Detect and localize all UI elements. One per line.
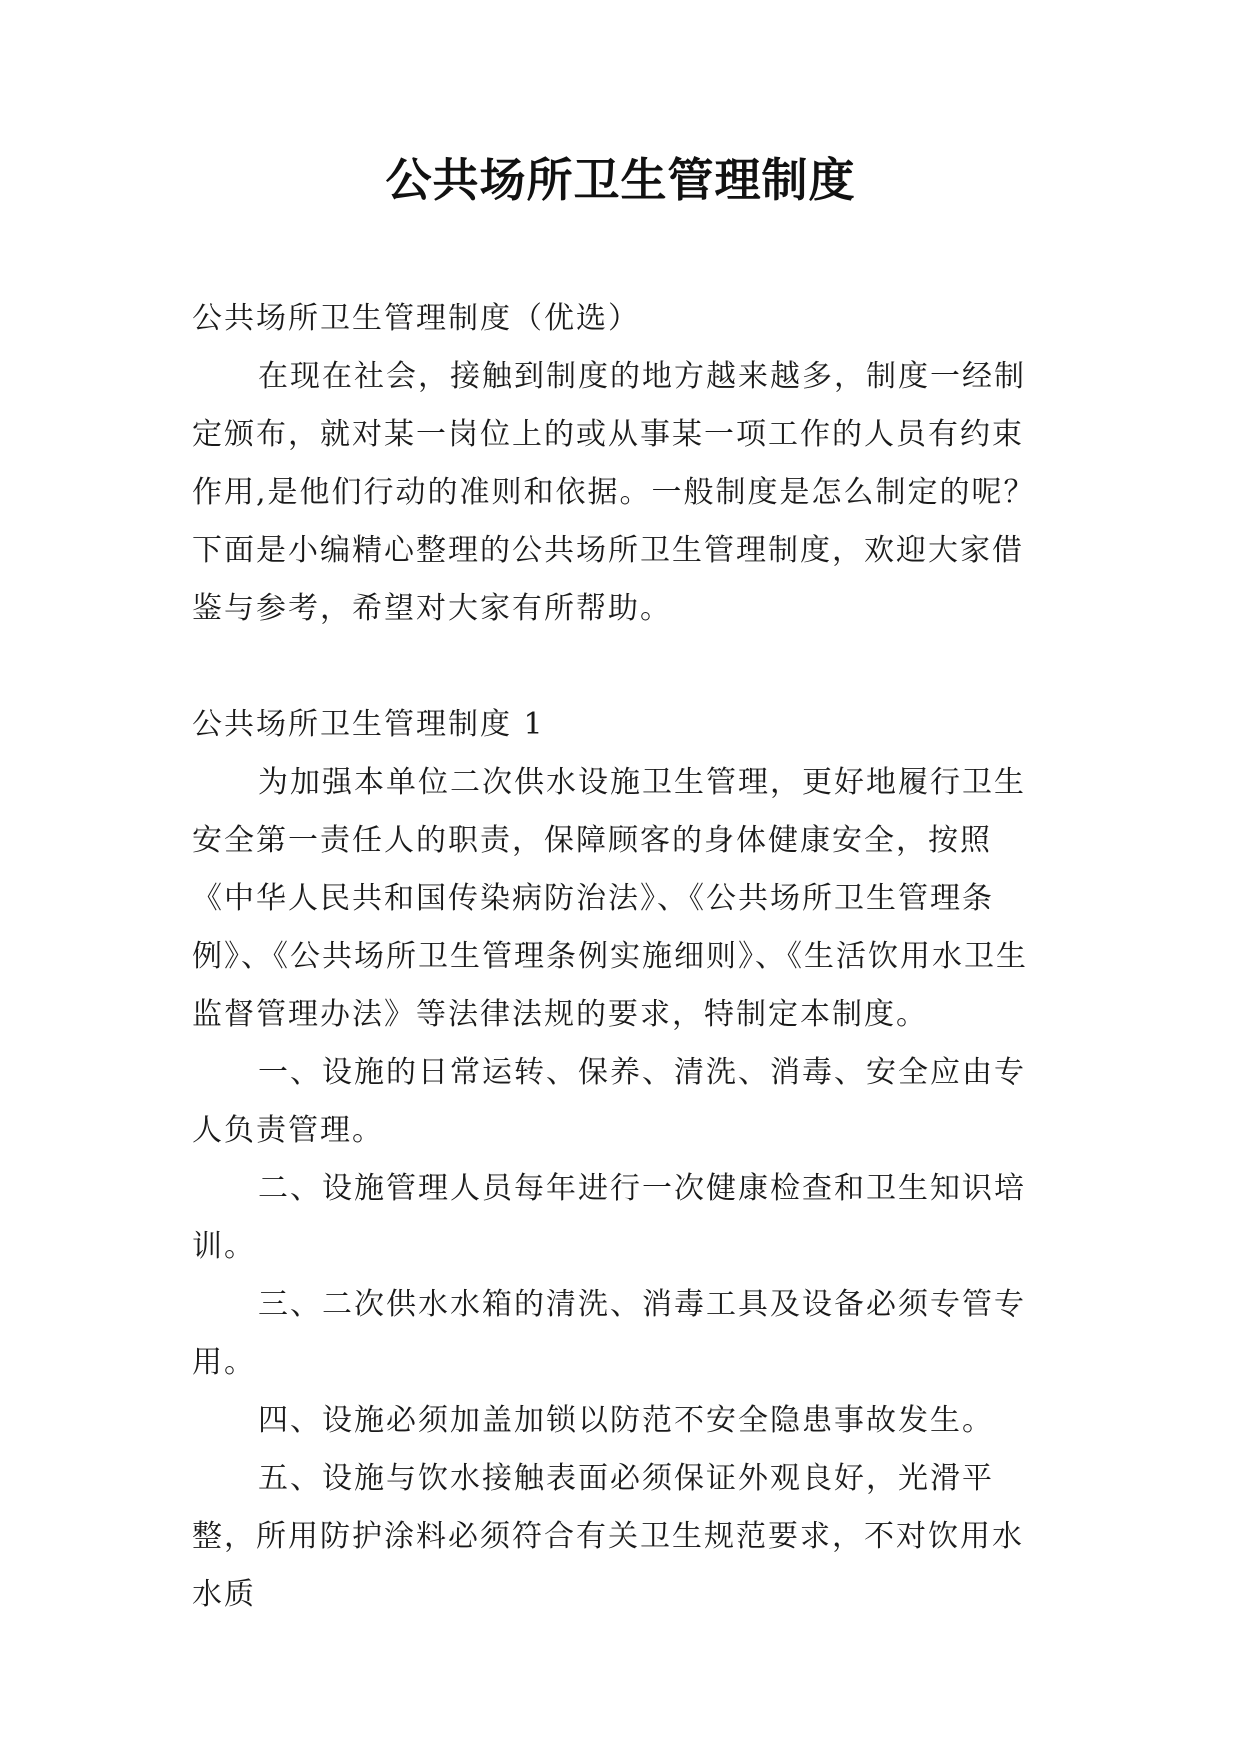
section-heading: 公共场所卫生管理制度 1	[192, 707, 545, 742]
rule-item-3: 三、二次供水水箱的清洗、消毒工具及设备必须专管专用。	[192, 1287, 1026, 1380]
section-spacer	[192, 638, 1050, 696]
document-subtitle: 公共场所卫生管理制度（优选）	[192, 301, 640, 336]
document-body	[192, 290, 1050, 1624]
document-title: 公共场所卫生管理制度	[385, 153, 856, 207]
rule-item-5: 五、设施与饮水接触表面必须保证外观良好，光滑平整，所用防护涂料必须符合有关卫生规范要求，不对饮用水水质	[192, 1461, 1024, 1612]
intro-paragraph: 在现在社会，接触到制度的地方越来越多，制度一经制定颁布，就对某一岗位上的或从事某一项工作的人员有约束作用,是他们行动的准则和依据。一般制度是怎么制定的呢？下面是小编精心整理的公共场所卫生管理制度，欢迎大家借鉴与参考，希望对大家有所帮助。	[192, 359, 1036, 626]
section-paragraph: 为加强本单位二次供水设施卫生管理，更好地履行卫生安全第一责任人的职责，保障顾客的身体健康安全，按照《中华人民共和国传染病防治法》、《公共场所卫生管理条例》、《公共场所卫生管理条例实施细则》、《生活饮用水卫生监督管理办法》等法律法规的要求，特制定本制度。	[192, 765, 1028, 1032]
rule-item-2: 二、设施管理人员每年进行一次健康检查和卫生知识培训。	[192, 1171, 1026, 1264]
rule-item-4: 四、设施必须加盖加锁以防范不安全隐患事故发生。	[258, 1403, 994, 1438]
rule-item-1: 一、设施的日常运转、保养、清洗、消毒、安全应由专人负责管理。	[192, 1055, 1026, 1148]
